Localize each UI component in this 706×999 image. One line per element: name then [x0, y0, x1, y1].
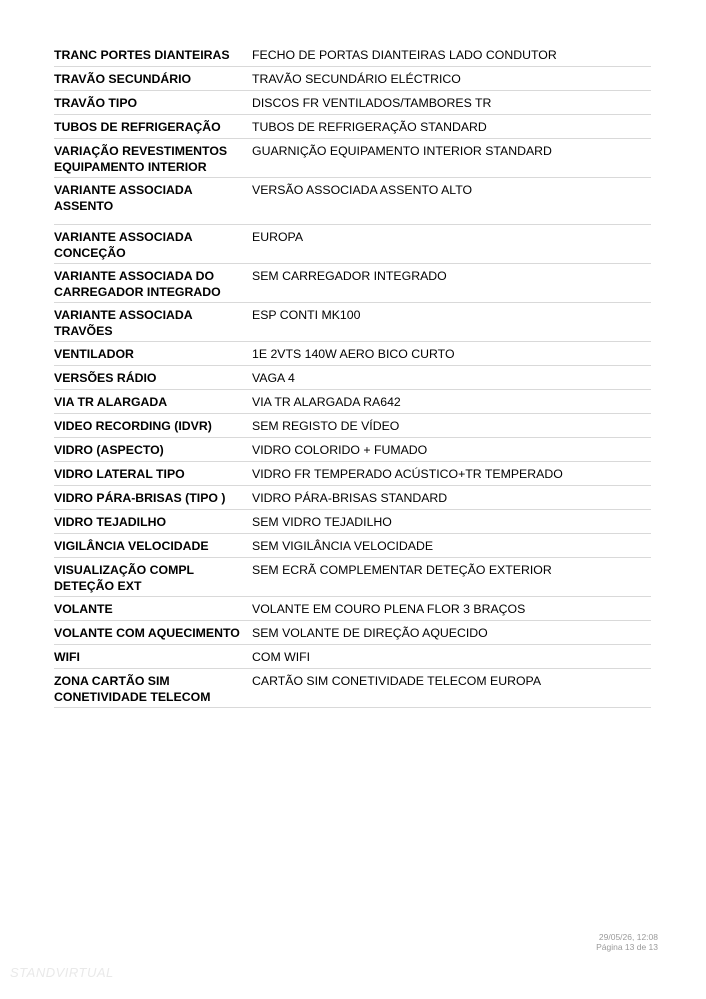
table-row	[54, 342, 651, 366]
row-value: VERSÃO ASSOCIADA ASSENTO ALTO	[252, 183, 473, 197]
row-value: TUBOS DE REFRIGERAÇÃO STANDARD	[252, 120, 487, 134]
row-label: VARIANTE ASSOCIADA ASSENTO	[54, 183, 193, 213]
table-row	[54, 366, 651, 390]
row-label: TRANC PORTES DIANTEIRAS	[54, 48, 230, 62]
row-label: VISUALIZAÇÃO COMPL DETEÇÃO EXT	[54, 563, 194, 593]
row-value: GUARNIÇÃO EQUIPAMENTO INTERIOR STANDARD	[252, 144, 552, 158]
spec-table	[54, 43, 651, 708]
table-row	[54, 390, 651, 414]
table-row	[54, 139, 651, 178]
row-label: VARIANTE ASSOCIADA TRAVÕES	[54, 308, 193, 338]
row-label: VOLANTE COM AQUECIMENTO	[54, 626, 240, 640]
row-label: VIA TR ALARGADA	[54, 395, 168, 409]
row-value: DISCOS FR VENTILADOS/TAMBORES TR	[252, 96, 492, 110]
table-row	[54, 438, 651, 462]
row-value: VIDRO PÁRA-BRISAS STANDARD	[252, 491, 448, 505]
row-label: VARIAÇÃO REVESTIMENTOS EQUIPAMENTO INTERIOR	[54, 144, 228, 174]
row-value: VIA TR ALARGADA RA642	[252, 395, 401, 409]
row-label: WIFI	[54, 650, 80, 664]
row-label: VOLANTE	[54, 602, 113, 616]
row-value: SEM VOLANTE DE DIREÇÃO AQUECIDO	[252, 626, 488, 640]
row-value: VAGA 4	[252, 371, 295, 385]
row-label: VIGILÂNCIA VELOCIDADE	[54, 539, 209, 553]
table-row	[54, 645, 651, 669]
table-row	[54, 91, 651, 115]
row-label: VARIANTE ASSOCIADA CONCEÇÃO	[54, 230, 193, 260]
row-label: TRAVÃO SECUNDÁRIO	[54, 72, 192, 86]
row-label: TRAVÃO TIPO	[54, 96, 138, 110]
row-value: SEM REGISTO DE VÍDEO	[252, 419, 400, 433]
row-value: SEM VIDRO TEJADILHO	[252, 515, 392, 529]
table-row	[54, 303, 651, 342]
row-value: TRAVÃO SECUNDÁRIO ELÉCTRICO	[252, 72, 461, 86]
table-row	[54, 621, 651, 645]
row-value: ESP CONTI MK100	[252, 308, 361, 322]
brand-watermark: STANDVIRTUAL	[10, 965, 114, 980]
table-row	[54, 462, 651, 486]
table-row	[54, 43, 651, 67]
table-row	[54, 115, 651, 139]
row-value: FECHO DE PORTAS DIANTEIRAS LADO CONDUTOR	[252, 48, 557, 62]
table-row	[54, 558, 651, 597]
table-row	[54, 510, 651, 534]
row-label: ZONA CARTÃO SIM CONETIVIDADE TELECOM	[54, 674, 211, 704]
row-value: 1E 2VTS 140W AERO BICO CURTO	[252, 347, 455, 361]
row-value: SEM CARREGADOR INTEGRADO	[252, 269, 447, 283]
table-row	[54, 597, 651, 621]
row-label: VIDEO RECORDING (IDVR)	[54, 419, 212, 433]
row-value: SEM VIGILÂNCIA VELOCIDADE	[252, 539, 434, 553]
row-label: VIDRO LATERAL TIPO	[54, 467, 185, 481]
row-label: VERSÕES RÁDIO	[54, 371, 157, 385]
row-value: VIDRO FR TEMPERADO ACÚSTICO+TR TEMPERADO	[252, 467, 563, 481]
table-row	[54, 414, 651, 438]
row-label: VIDRO TEJADILHO	[54, 515, 167, 529]
footer-page-number: Página 13 de 13	[596, 942, 658, 952]
row-label: VENTILADOR	[54, 347, 134, 361]
table-row	[54, 178, 651, 225]
footer-timestamp: 29/05/26, 12:08	[598, 932, 658, 942]
row-value: EUROPA	[252, 230, 304, 244]
row-value: SEM ECRÃ COMPLEMENTAR DETEÇÃO EXTERIOR	[252, 563, 552, 577]
row-label: VIDRO (ASPECTO)	[54, 443, 164, 457]
table-row	[54, 486, 651, 510]
page-footer	[596, 932, 658, 952]
table-row	[54, 669, 651, 708]
table-row	[54, 534, 651, 558]
table-row	[54, 225, 651, 264]
row-label: VARIANTE ASSOCIADA DO CARREGADOR INTEGRADO	[54, 269, 221, 299]
table-row	[54, 67, 651, 91]
row-value: CARTÃO SIM CONETIVIDADE TELECOM EUROPA	[252, 674, 542, 688]
row-value: VIDRO COLORIDO + FUMADO	[252, 443, 428, 457]
row-label: TUBOS DE REFRIGERAÇÃO	[54, 120, 221, 134]
row-value: COM WIFI	[252, 650, 311, 664]
row-label: VIDRO PÁRA-BRISAS (TIPO )	[54, 491, 226, 505]
table-row	[54, 264, 651, 303]
row-value: VOLANTE EM COURO PLENA FLOR 3 BRAÇOS	[252, 602, 526, 616]
